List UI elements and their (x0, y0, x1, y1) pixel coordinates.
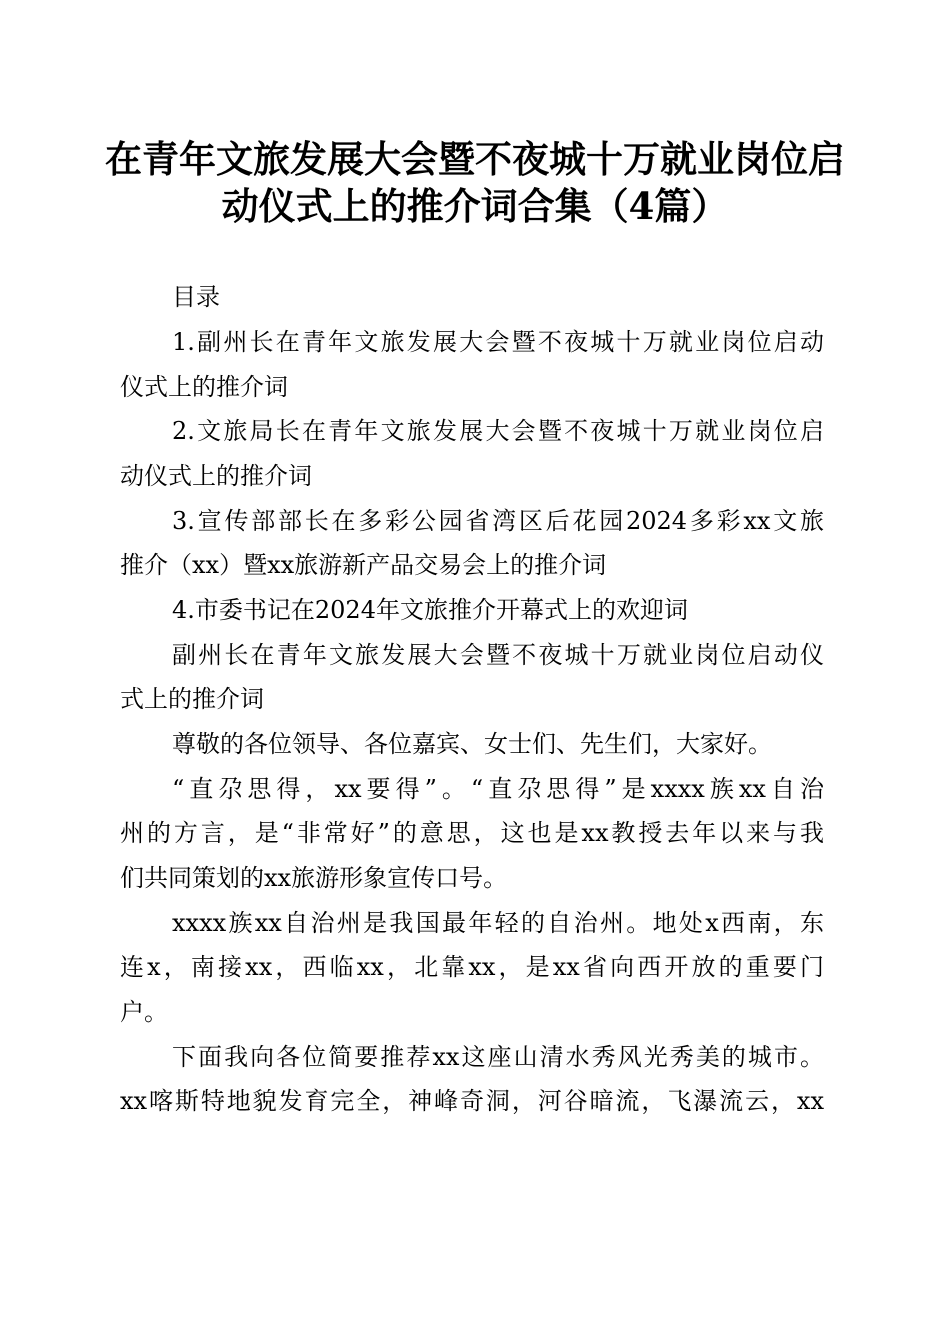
paragraph-2-line-2: 州的方言，是“非常好”的意思，这也是xx教授去年以来与我 (120, 819, 824, 847)
toc-item-3-line-2: 推介（xx）暨xx旅游新产品交易会上的推介词 (120, 551, 607, 579)
toc-item-1-line-1: 1.副州长在青年文旅发展大会暨不夜城十万就业岗位启动 (172, 328, 824, 356)
paragraph-3-line-3: 户。 (120, 998, 168, 1026)
paragraph-2-line-1: “直尕思得，xx要得”。“直尕思得”是xxxx族xx自治 (172, 775, 824, 803)
toc-item-1-line-2: 仪式上的推介词 (120, 373, 288, 401)
toc-item-4-line-1: 4.市委书记在2024年文旅推介开幕式上的欢迎词 (172, 596, 688, 624)
document-title-line-1: 在青年文旅发展大会暨不夜城十万就业岗位启 (105, 137, 845, 181)
paragraph-2-line-3: 们共同策划的xx旅游形象宣传口号。 (120, 864, 508, 892)
toc-heading: 目录 (172, 283, 220, 311)
paragraph-4-line-2: xx喀斯特地貌发育完全，神峰奇洞，河谷暗流，飞瀑流云，xx (120, 1087, 824, 1115)
paragraph-3-line-2: 连x，南接xx，西临xx，北靠xx，是xx省向西开放的重要门 (120, 953, 824, 981)
paragraph-4-line-1: 下面我向各位简要推荐xx这座山清水秀风光秀美的城市。 (172, 1043, 824, 1071)
toc-item-2-line-1: 2.文旅局长在青年文旅发展大会暨不夜城十万就业岗位启 (172, 417, 824, 445)
paragraph-3-line-1: xxxx族xx自治州是我国最年轻的自治州。地处x西南，东 (172, 909, 824, 937)
section-title-line-1: 副州长在青年文旅发展大会暨不夜城十万就业岗位启动仪 (172, 641, 824, 669)
toc-item-3-line-1: 3.宣传部部长在多彩公园省湾区后花园2024多彩xx文旅 (172, 507, 824, 535)
section-title-line-2: 式上的推介词 (120, 685, 264, 713)
document-title-line-2: 动仪式上的推介词合集（4篇） (221, 184, 729, 228)
toc-item-2-line-2: 动仪式上的推介词 (120, 462, 312, 490)
paragraph-1-line-1: 尊敬的各位领导、各位嘉宾、女士们、先生们，大家好。 (172, 730, 772, 758)
